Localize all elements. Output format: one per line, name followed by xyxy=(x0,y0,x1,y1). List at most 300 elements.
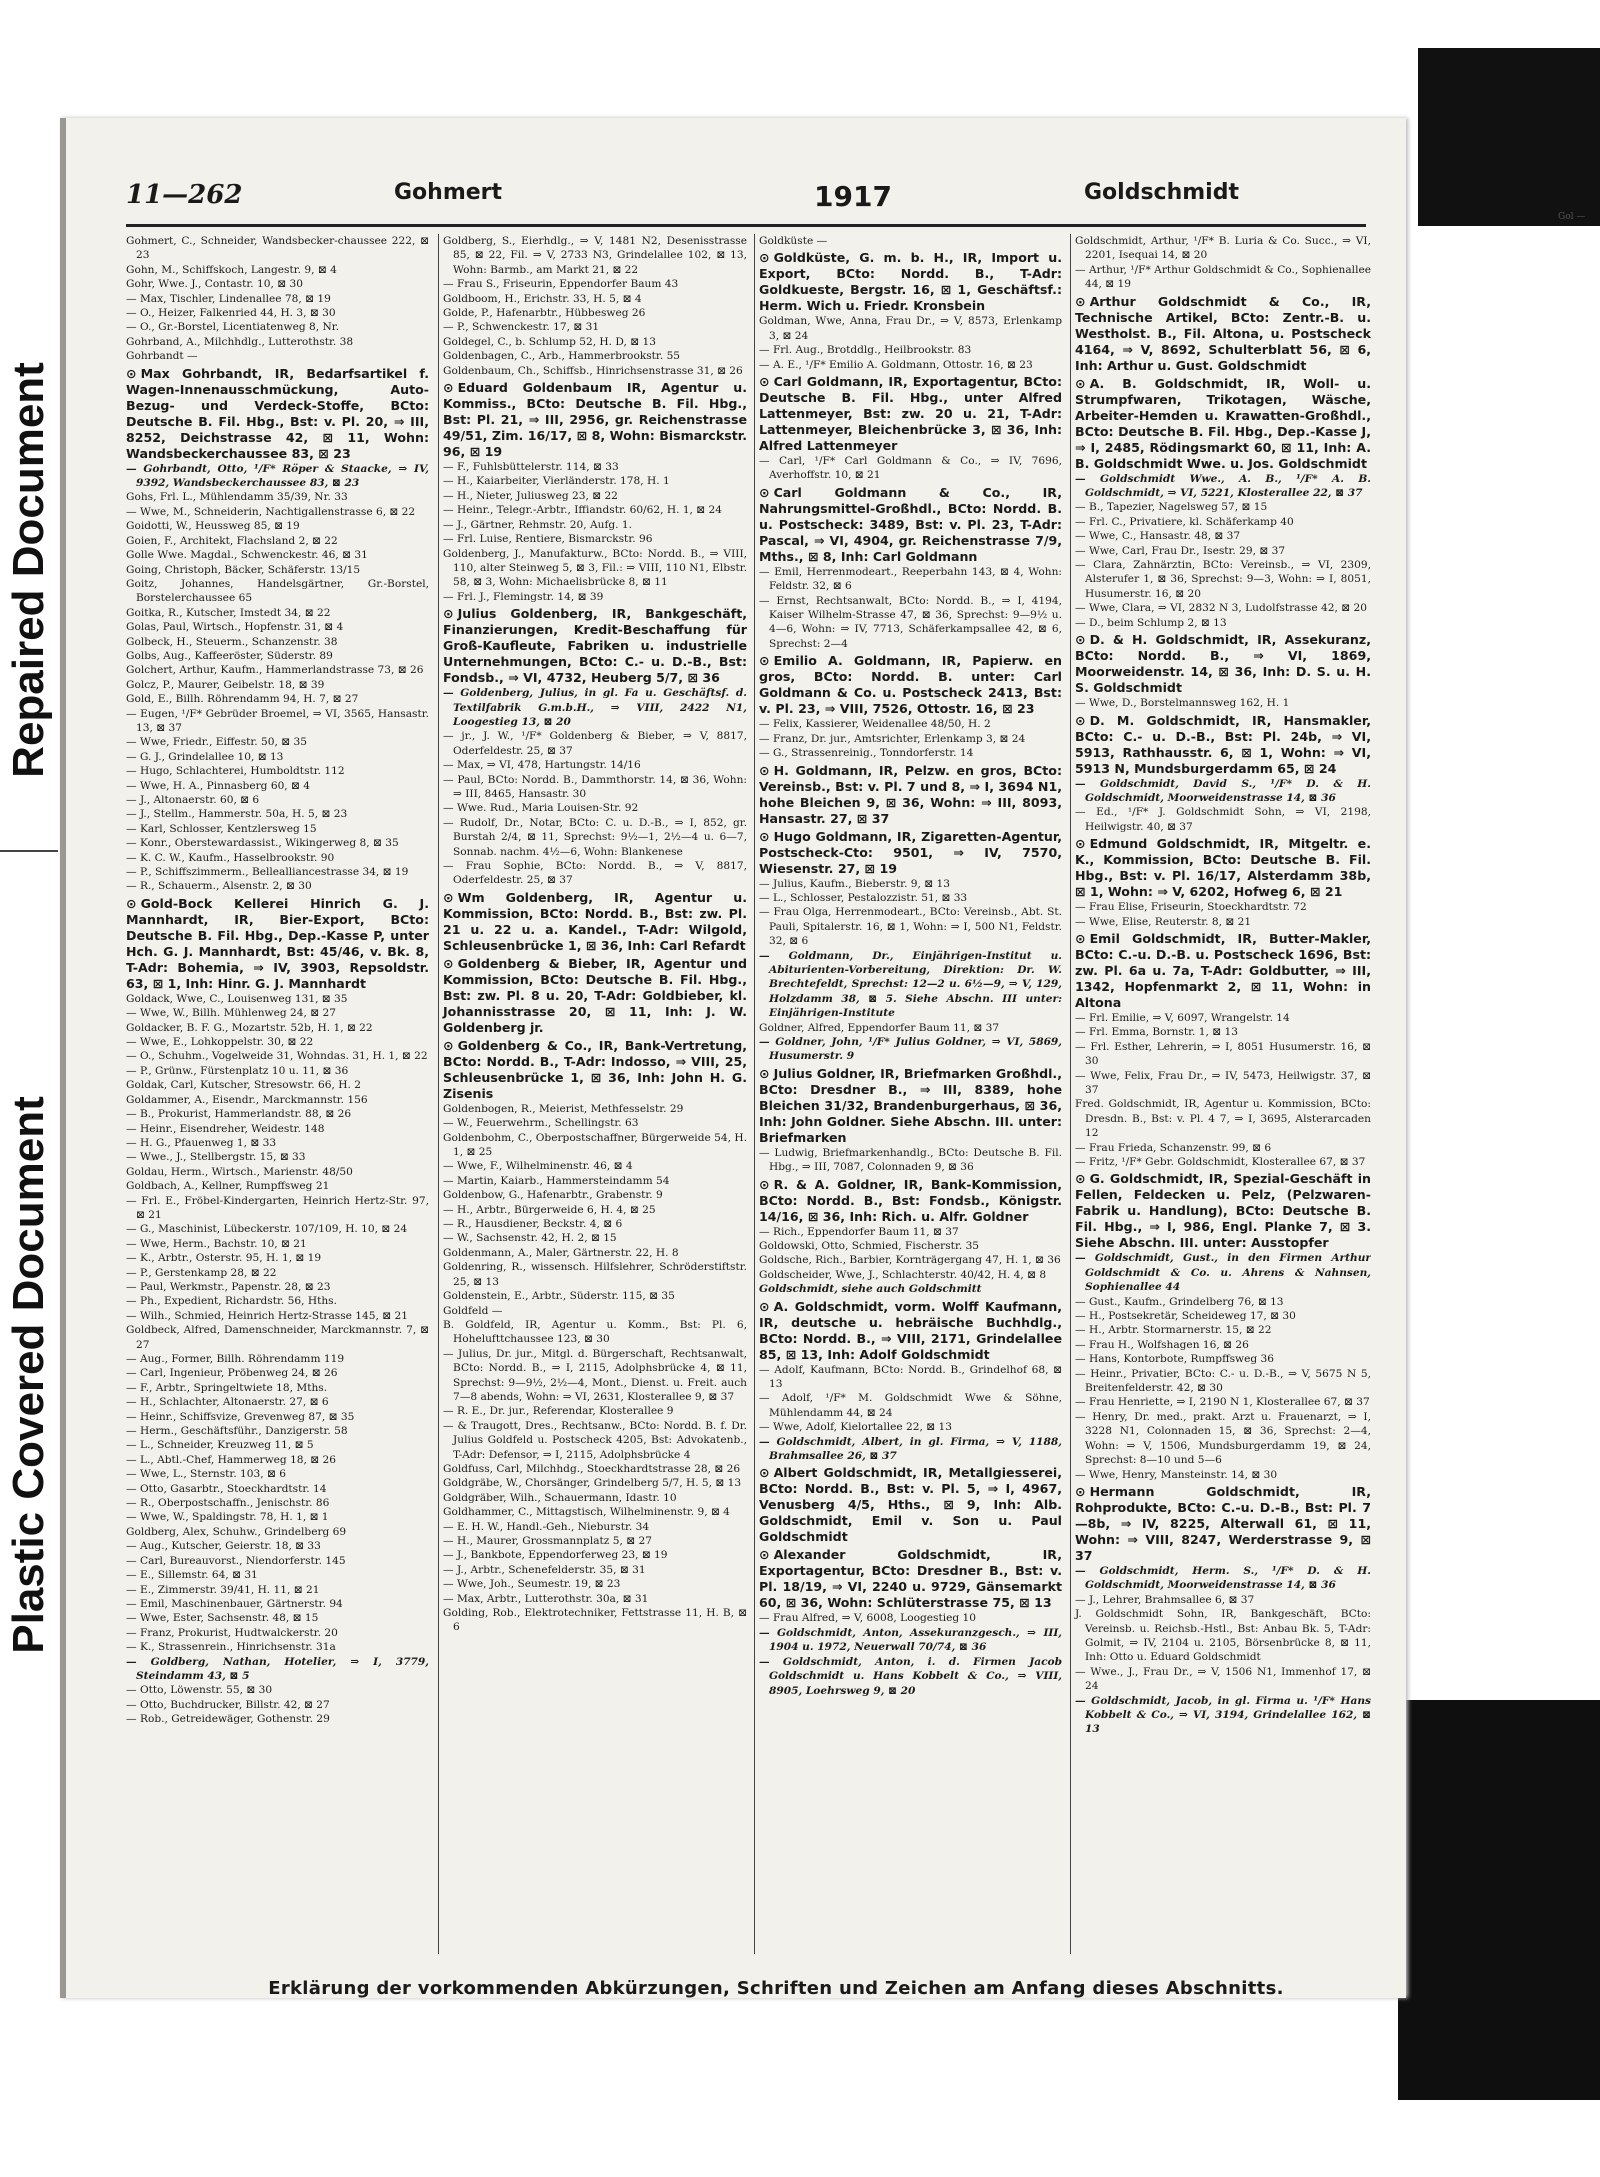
directory-entry xyxy=(1075,1155,1371,1169)
directory-entry xyxy=(759,454,1062,483)
entry-text: — jr., J. W., ¹/F* Goldenberg & Bieber, ⇒ V, 8817, Oderfeldestr. 25, ⊠ 37 xyxy=(443,730,747,757)
entry-text: — Clara, Zahnärztin, BCto: Vereinsb., ⇒ VI, 2309, Alsterufer 1, ⊠ 36, Sprechst: 9—3, Wohn: ⇒ I, 8051, Husumerstr. 16, ⊠ 20 xyxy=(1075,559,1371,600)
directory-entry xyxy=(126,1150,429,1164)
entry-text: H. Goldmann, IR, Pelzw. en gros, BCto: Vereinsb., Bst: v. Pl. 7 und 8, ⇒ I, 3694 N1, hohe Bleichen 9, ⊠ 36, Wohn: ⇒ III, 8093, Hansastr. 27, ⊠ 37 xyxy=(759,762,1062,826)
entry-text: — Wwe. Rud., Maria Louisen-Str. 92 xyxy=(443,802,639,815)
entry-text: Goldfeld — xyxy=(443,1304,503,1317)
directory-entry xyxy=(759,1021,1062,1035)
entry-text: Goldegel, C., b. Schlump 52, H. D, ⊠ 13 xyxy=(443,335,656,348)
directory-entry xyxy=(759,234,1062,248)
entry-text: — Felix, Kassierer, Weidenallee 48/50, H. 2 xyxy=(759,718,991,731)
directory-entry xyxy=(759,1035,1062,1064)
firm-marker-icon: ⊙ xyxy=(759,762,770,778)
entry-text: — Heinr., Schiffsvize, Grevenweg 87, ⊠ 35 xyxy=(126,1410,355,1423)
firm-entry xyxy=(443,1038,747,1102)
firm-entry xyxy=(126,366,429,462)
entry-text: — Wwe, Herm., Bachstr. 10, ⊠ 21 xyxy=(126,1237,307,1250)
entry-text: Goldbach, A., Kellner, Rumpffsweg 21 xyxy=(126,1180,330,1193)
directory-entry xyxy=(759,358,1062,372)
entry-text: — Max, Arbtr., Lutterothstr. 30a, ⊠ 31 xyxy=(443,1592,649,1605)
directory-entry xyxy=(1075,805,1371,834)
firm-marker-icon: ⊙ xyxy=(1075,632,1086,648)
entry-text: — Emil, Herrenmodeart., Reeperbahn 143, ⊠ 4, Wohn: Feldstr. 32, ⊠ 6 xyxy=(759,565,1062,593)
entry-text: Goldberg, Alex, Schuhw., Grindelberg 69 xyxy=(126,1525,347,1538)
directory-entry xyxy=(126,1395,429,1409)
directory-entry xyxy=(126,263,429,277)
entry-text: G. Goldschmidt, IR, Spezial-Geschäft in Fellen, Feldecken u. Pelz, (Pelzwaren-Fabrik u. Handlung), BCto: Deutsche B. Fil. Hbg., ⇒ I, 986, Engl. Planke 7, ⊠ 3. Siehe Abschn. III. unter: Ausstopfer xyxy=(1075,1171,1371,1251)
directory-entry xyxy=(443,364,747,378)
entry-text: Goldenring, R., wissensch. Hilfslehrer, Schröderstiftstr. 25, ⊠ 13 xyxy=(443,1261,747,1288)
directory-entry xyxy=(126,1107,429,1121)
directory-entry xyxy=(443,306,747,320)
entry-text: — K., Strassenrein., Hinrichsenstr. 31a xyxy=(126,1641,336,1654)
firm-marker-icon: ⊙ xyxy=(759,1065,770,1081)
directory-entry xyxy=(126,1712,429,1726)
directory-entry xyxy=(126,1467,429,1481)
directory-entry xyxy=(126,1294,429,1308)
entry-text: Goidotti, W., Heussweg 85, ⊠ 19 xyxy=(126,520,300,533)
directory-entry xyxy=(126,1510,429,1524)
entry-text: — B., Prokurist, Hammerlandstr. 88, ⊠ 26 xyxy=(126,1108,352,1121)
entry-text: — Ed., ¹/F* J. Goldschmidt Sohn, ⇒ VI, 2198, Heilwigstr. 40, ⊠ 37 xyxy=(1075,806,1371,833)
entry-text: — Max, ⇒ VI, 478, Hartungstr. 14/16 xyxy=(443,759,641,772)
entry-text: Goldenbohm, C., Oberpostschaffner, Bürgerweide 54, H. 1, ⊠ 25 xyxy=(443,1131,747,1159)
directory-entry xyxy=(1075,1367,1371,1396)
entry-text: Gold, E., Billh. Röhrendamm 94, H. 7, ⊠ 27 xyxy=(126,693,359,706)
entry-text: Edmund Goldschmidt, IR, Mitgeltr. e. K., Kommission, BCto: Deutsche B. Fil. Hbg., Bst: v. Pl. 16/17, Alsterdamm 38b, ⊠ 1, Wohn: ⇒ V, 6202, Hofweg 6, ⊠ 21 xyxy=(1075,836,1371,900)
page-number: 11—262 xyxy=(126,180,243,210)
entry-text: — L., Schneider, Kreuzweg 11, ⊠ 5 xyxy=(126,1439,314,1452)
directory-entry xyxy=(126,1323,429,1352)
directory-entry xyxy=(126,1583,429,1597)
entry-text: Goldküste, G. m. b. H., IR, Import u. Export, BCto: Nordd. B., T-Adr: Goldkueste, Bergstr. 16, ⊠ 1, Geschäftsf.: Herm. Wich u. Friedr. Kronsbein xyxy=(759,250,1062,314)
header-rule xyxy=(126,224,1366,227)
directory-entry xyxy=(1075,234,1371,263)
directory-entry xyxy=(1075,515,1371,529)
entry-text: — & Traugott, Dres., Rechtsanw., BCto: Nordd. B. f. Dr. Julius Goldfeld u. Postscheck 4205, Bst: Advokatenb., T-Adr: Defensor, ⇒ I, 2115, Adolphsbrücke 4 xyxy=(443,1419,747,1461)
entry-text: Hugo Goldmann, IR, Zigaretten-Agentur, Postscheck-Cto: 9501, ⇒ IV, 7570, Wiesenstr. 27, ⊠ 19 xyxy=(759,828,1062,876)
firm-marker-icon: ⊙ xyxy=(759,1298,770,1314)
entry-text: — Wwe, Carl, Frau Dr., Isestr. 29, ⊠ 37 xyxy=(1075,544,1286,557)
firm-marker-icon: ⊙ xyxy=(1075,930,1086,946)
directory-entry xyxy=(1075,500,1371,514)
header-keyword-left: Gohmert xyxy=(394,180,503,205)
entry-text: — Wwe, D., Borstelmannsweg 162, H. 1 xyxy=(1075,697,1290,710)
entry-text: — Frl. Emma, Bornstr. 1, ⊠ 13 xyxy=(1075,1026,1238,1039)
directory-entry xyxy=(1075,915,1371,929)
entry-text: — Wwe, Clara, ⇒ VI, 2832 N 3, Ludolfstrasse 42, ⊠ 20 xyxy=(1075,602,1367,615)
column-4 xyxy=(1070,234,1371,1954)
entry-text: — Wwe, Ester, Sachsenstr. 48, ⊠ 15 xyxy=(126,1612,319,1625)
entry-text: — R. E., Dr. jur., Referendar, Klosterallee 9 xyxy=(443,1405,674,1418)
directory-entry xyxy=(1075,1352,1371,1366)
entry-text: — G. J., Grindelallee 10, ⊠ 13 xyxy=(126,750,284,763)
entry-text: — Frau H., Wolfshagen 16, ⊠ 26 xyxy=(1075,1338,1249,1351)
entry-text: — Otto, Buchdrucker, Billstr. 42, ⊠ 27 xyxy=(126,1698,330,1711)
directory-entry xyxy=(443,1304,747,1318)
entry-text: — Wwe, E., Lohkoppelstr. 30, ⊠ 22 xyxy=(126,1036,314,1049)
directory-entry xyxy=(1075,544,1371,558)
entry-text: — K., Arbtr., Osterstr. 95, H. 1, ⊠ 19 xyxy=(126,1252,322,1265)
directory-entry xyxy=(443,773,747,802)
directory-entry xyxy=(443,474,747,488)
directory-entry xyxy=(1075,1025,1371,1039)
directory-entry xyxy=(126,563,429,577)
entry-text: Wm Goldenberg, IR, Agentur u. Kommission, BCto: Nordd. B., Bst: zw. Pl. 21 u. 22 u. a. Kandel., T-Adr: Wilgold, Schleusenbrücke 1, ⊠ 36, Inh: Carl Refardt xyxy=(443,889,747,953)
directory-entry xyxy=(126,779,429,793)
directory-entry xyxy=(759,1420,1062,1434)
directory-entry xyxy=(759,1225,1062,1239)
entry-text: — Henry, Dr. med., prakt. Arzt u. Frauenarzt, ⇒ I, 3228 N1, Colonnaden 15, ⊠ 36, Sprechst: 2—4, Wohn: ⇒ V, 1506, Mundsburgerdamm 19, ⊠ 24, Sprechst: 8—10 und 5—6 xyxy=(1075,1410,1371,1467)
firm-marker-icon: ⊙ xyxy=(443,1037,454,1053)
directory-entry xyxy=(126,1179,429,1193)
entry-text: — Hugo, Schlachterei, Humboldtstr. 112 xyxy=(126,765,345,778)
firm-marker-icon: ⊙ xyxy=(126,365,137,381)
firm-entry xyxy=(759,250,1062,314)
directory-entry xyxy=(126,1280,429,1294)
directory-entry xyxy=(443,1102,747,1116)
entry-text: Goldküste — xyxy=(759,235,828,247)
directory-entry xyxy=(126,1222,429,1236)
directory-entry xyxy=(443,801,747,815)
entry-text: — J., Lehrer, Brahmsallee 6, ⊠ 37 xyxy=(1075,1593,1255,1606)
firm-marker-icon: ⊙ xyxy=(759,1465,770,1481)
entry-text: — Goldschmidt, Jacob, in gl. Firma u. ¹/F* Hans Kobbelt & Co., ⇒ VI, 3194, Grindelallee 162, ⊠ 13 xyxy=(1075,1694,1371,1736)
scan-dark-corner-bottom xyxy=(1398,1700,1600,2100)
entry-text: Goldenbogen, R., Meierist, Methfesselstr. 29 xyxy=(443,1102,684,1115)
entry-text: — Hans, Kontorbote, Rumpffsweg 36 xyxy=(1075,1353,1275,1366)
entry-text: Goldak, Carl, Kutscher, Stresowstr. 66, H. 2 xyxy=(126,1079,361,1092)
directory-entry xyxy=(126,1021,429,1035)
firm-entry xyxy=(1075,632,1371,696)
directory-entry xyxy=(126,620,429,634)
directory-entry xyxy=(126,735,429,749)
directory-entry xyxy=(126,1266,429,1280)
directory-entry xyxy=(1075,900,1371,914)
firm-entry xyxy=(759,1547,1062,1611)
entry-text: — Fritz, ¹/F* Gebr. Goldschmidt, Klosterallee 67, ⊠ 37 xyxy=(1075,1156,1366,1168)
directory-entry xyxy=(443,1188,747,1202)
directory-entry xyxy=(759,1239,1062,1253)
entry-text: — Wwe., J., Stellbergstr. 15, ⊠ 33 xyxy=(126,1151,306,1164)
entry-text: — B., Tapezier, Nagelsweg 57, ⊠ 15 xyxy=(1075,501,1268,514)
entry-text: — P., Grünw., Fürstenplatz 10 u. 11, ⊠ 36 xyxy=(126,1064,349,1077)
directory-entry xyxy=(126,1352,429,1366)
directory-entry xyxy=(1075,1141,1371,1155)
entry-text: — Frau Henriette, ⇒ I, 2190 N 1, Klosterallee 67, ⊠ 37 xyxy=(1075,1396,1370,1409)
directory-entry xyxy=(126,349,429,363)
entry-text: — Goldmann, Dr., Einjährigen-Institut u. Abiturienten-Vorbereitung, Direktion: Dr. W. Brechtefeldt, Sprechst: 12—2 u. 6½—9, ⇒ V, 129, Holzdamm 38, ⊠ 5. Siehe Abschn. III unter: Einjährigen-Institute xyxy=(759,949,1062,1020)
directory-entry xyxy=(443,1289,747,1303)
firm-marker-icon: ⊙ xyxy=(1075,375,1086,391)
entry-text: — P., Schwenckestr. 17, ⊠ 31 xyxy=(443,321,600,334)
directory-entry xyxy=(443,1347,747,1405)
directory-entry xyxy=(126,1122,429,1136)
entry-text: — Frl. Luise, Rentiere, Bismarckstr. 96 xyxy=(443,533,653,546)
directory-entry xyxy=(126,1049,429,1063)
entry-text: — Goldschmidt, Herm. S., ¹/F* D. & H. Goldschmidt, Moorweidenstrasse 14, ⊠ 36 xyxy=(1075,1564,1371,1592)
directory-entry xyxy=(126,1078,429,1092)
entry-text: Goitka, R., Kutscher, Imstedt 34, ⊠ 22 xyxy=(126,606,331,619)
directory-entry xyxy=(1075,1011,1371,1025)
entry-text: Hermann Goldschmidt, IR, Rohprodukte, BCto: C.-u. D.-B., Bst: Pl. 7—8b, ⇒ IV, 8225, Alterwall 61, ⊠ 11, Wohn: ⇒ VIII, 8247, Werderstrasse 9, ⊠ 37 xyxy=(1075,1483,1371,1563)
firm-entry xyxy=(1075,294,1371,374)
entry-text: — L., Abtl.-Chef, Hammerweg 18, ⊠ 26 xyxy=(126,1453,337,1466)
directory-entry xyxy=(126,663,429,677)
entry-text: Goldenbow, G., Hafenarbtr., Grabenstr. 9 xyxy=(443,1189,663,1202)
directory-columns xyxy=(126,234,1371,1974)
directory-entry xyxy=(126,1424,429,1438)
firm-entry xyxy=(759,485,1062,565)
entry-text: Goldgräber, Wilh., Schauermann, Idastr. 10 xyxy=(443,1491,677,1504)
firm-marker-icon: ⊙ xyxy=(759,250,770,266)
directory-entry xyxy=(126,1453,429,1467)
entry-text: — Franz, Dr. jur., Amtsrichter, Erlenkamp 3, ⊠ 24 xyxy=(759,732,1026,745)
directory-entry xyxy=(126,1006,429,1020)
firm-entry xyxy=(759,829,1062,877)
directory-entry xyxy=(443,1318,747,1347)
firm-marker-icon: ⊙ xyxy=(759,828,770,844)
directory-entry xyxy=(126,519,429,533)
firm-marker-icon: ⊙ xyxy=(1075,836,1086,852)
entry-text: — Aug., Kutscher, Geierstr. 18, ⊠ 33 xyxy=(126,1540,321,1553)
directory-entry xyxy=(126,879,429,893)
entry-text: — Gust., Kaufm., Grindelberg 76, ⊠ 13 xyxy=(1075,1295,1284,1308)
firm-entry xyxy=(759,763,1062,827)
firm-entry xyxy=(759,1177,1062,1225)
directory-entry xyxy=(126,649,429,663)
directory-entry xyxy=(126,1597,429,1611)
directory-entry xyxy=(443,320,747,334)
entry-text: — H. G., Pfauenweg 1, ⊠ 33 xyxy=(126,1136,277,1149)
entry-text: Golbeck, H., Steuerm., Schanzenstr. 38 xyxy=(126,635,338,648)
directory-entry xyxy=(126,505,429,519)
directory-entry xyxy=(443,1606,747,1635)
directory-entry xyxy=(126,822,429,836)
entry-text: — Wwe, Joh., Seumestr. 19, ⊠ 23 xyxy=(443,1578,621,1591)
directory-entry xyxy=(1075,1309,1371,1323)
entry-text: — Goldschmidt, David S., ¹/F* D. & H. Goldschmidt, Moorweidenstrasse 14, ⊠ 36 xyxy=(1075,777,1371,804)
entry-text: A. Goldschmidt, vorm. Wolff Kaufmann, IR, deutsche u. hebräische Buchhdlg., BCto: Nordd. B., ⇒ VIII, 2171, Grindelallee 85, ⊠ 13, Inh: Adolf Goldschmidt xyxy=(759,1298,1062,1362)
entry-text: — Otto, Löwenstr. 55, ⊠ 30 xyxy=(126,1684,273,1697)
entry-text: Gold-Bock Kellerei Hinrich G. J. Mannhardt, IR, Bier-Export, BCto: Deutsche B. Fil. Hbg., Dep.-Kasse P, unter Hch. G. J. Mannhardt, Bst: 45/46, v. Bk. 8, T-Adr: Bohemia, ⇒ IV, 3903, Repsoldstr. 63, ⊠ 1, Inh: Hinr. G. J. Mannhardt xyxy=(126,895,429,991)
directory-entry xyxy=(759,877,1062,891)
directory-entry xyxy=(443,1419,747,1462)
entry-text: Eduard Goldenbaum IR, Agentur u. Kommiss., BCto: Deutsche B. Fil. Hbg., Bst: Pl. 21, ⇒ III, 2956, gr. Reichenstrasse 49/51, Zim. 16/17, ⊠ 8, Wohn: Bismarckstr. 96, ⊠ 19 xyxy=(443,380,747,460)
directory-entry xyxy=(759,732,1062,746)
entry-text: — H., Postsekretär, Scheideweg 17, ⊠ 30 xyxy=(1075,1310,1296,1323)
entry-text: — Frl. E., Fröbel-Kindergarten, Heinrich Hertz-Str. 97, ⊠ 21 xyxy=(126,1194,429,1221)
entry-text: Goldfuss, Carl, Milchhdg., Stoeckhardtstrasse 28, ⊠ 26 xyxy=(443,1462,741,1475)
entry-text: Julius Goldenberg, IR, Bankgeschäft, Finanzierungen, Kredit-Beschaffung für Groß-Kaufleute, Fabriken u. industrielle Unternehmungen, BCto: C.- u. D.-B., Bst: Fondsb., ⇒ VI, 4732, Heuberg 5/7, ⊠ 36 xyxy=(443,606,747,686)
entry-text: Emilio A. Goldmann, IR, Papierw. en gros, BCto: Nordd. B. unter: Carl Goldmann & Co. u. Postscheck 2413, Bst: v. Pl. 23, ⇒ VIII, 7526, Ottostr. 16, ⊠ 23 xyxy=(759,653,1062,717)
entry-text: — W., Feuerwehrm., Schellingstr. 63 xyxy=(443,1117,639,1130)
directory-entry xyxy=(443,758,747,772)
directory-entry xyxy=(126,1410,429,1424)
firm-marker-icon: ⊙ xyxy=(759,1547,770,1563)
entry-text: — Wwe., J., Frau Dr., ⇒ V, 1506 N1, Immenhof 17, ⊠ 24 xyxy=(1075,1665,1371,1693)
entry-text: — J., Arbtr., Schenefelderstr. 35, ⊠ 31 xyxy=(443,1563,646,1576)
directory-entry xyxy=(443,1131,747,1160)
directory-entry xyxy=(759,1626,1062,1655)
entry-text: — Adolf, Kaufmann, BCto: Nordd. B., Grindelhof 68, ⊠ 13 xyxy=(759,1363,1062,1391)
column-3 xyxy=(754,234,1066,1954)
entry-text: — Carl, Bureauvorst., Niendorferstr. 145 xyxy=(126,1554,346,1567)
entry-text: — Herm., Geschäftsführ., Danzigerstr. 58 xyxy=(126,1425,348,1438)
directory-entry xyxy=(126,692,429,706)
entry-text: — Goldberg, Nathan, Hotelier, ⇒ I, 3779, Steindamm 43, ⊠ 5 xyxy=(126,1655,429,1682)
firm-entry xyxy=(443,956,747,1036)
directory-entry xyxy=(759,565,1062,594)
entry-text: D. M. Goldschmidt, IR, Hansmakler, BCto: C.- u. D.-B., Bst: Pl. 24b, ⇒ VI, 5913, Rathhausstr. 6, ⊠ 1, Wohn: ⇒ VI, 5913 N, Mundsburgerdamm 65, ⊠ 24 xyxy=(1075,712,1371,776)
directory-entry xyxy=(443,1462,747,1476)
directory-entry xyxy=(1075,1665,1371,1694)
entry-text: — Wwe, W., Billh. Mühlenweg 24, ⊠ 27 xyxy=(126,1007,336,1020)
firm-entry xyxy=(759,1465,1062,1545)
directory-page xyxy=(60,118,1406,1998)
firm-entry xyxy=(1075,713,1371,777)
entry-text: Goldenbaum, Ch., Schiffsb., Hinrichsenstrasse 31, ⊠ 26 xyxy=(443,364,743,377)
directory-entry xyxy=(759,746,1062,760)
directory-entry xyxy=(443,1592,747,1606)
entry-text: Fred. Goldschmidt, IR, Agentur u. Kommission, BCto: Dresdn. B., Bst: v. Pl. 4 7, ⇒ I, 3695, Alsterarcaden 12 xyxy=(1075,1098,1371,1140)
directory-entry xyxy=(126,577,429,606)
entry-text: — Wilh., Schmied, Heinrich Hertz-Strasse 145, ⊠ 21 xyxy=(126,1309,408,1322)
directory-entry xyxy=(1075,263,1371,292)
entry-text: Max Gohrbandt, IR, Bedarfsartikel f. Wagen-Innenausschmückung, Auto-Bezug- und Verdeck-Stoffe, BCto: Deutsche B. Fil. Hbg., Bst: v. Pl. 20, ⇒ III, 8252, Deichstrasse 42, ⊠ 11, Wohn: Wandsbeckerchaussee 83, ⊠ 23 xyxy=(126,365,429,461)
entry-text: Albert Goldschmidt, IR, Metallgiesserei, BCto: Nordd. B., Bst: v. Pl. 5, ⇒ I, 4967, Venusberg 4/5, Hths., ⊠ 9, Inh: Alb. Goldschmidt, Emil v. Son u. Paul Goldschmidt xyxy=(759,1465,1062,1545)
directory-entry xyxy=(126,1309,429,1323)
directory-entry xyxy=(443,1491,747,1505)
firm-marker-icon: ⊙ xyxy=(1075,712,1086,728)
entry-text: — Wwe, Adolf, Kielortallee 22, ⊠ 13 xyxy=(759,1421,952,1434)
entry-text: Golbs, Aug., Kaffeeröster, Süderstr. 89 xyxy=(126,649,333,662)
directory-entry xyxy=(126,851,429,865)
directory-entry xyxy=(1075,1410,1371,1468)
entry-text: Goldack, Wwe, C., Louisenweg 131, ⊠ 35 xyxy=(126,992,348,1005)
firm-marker-icon: ⊙ xyxy=(759,653,770,669)
entry-text: — R., Schauerm., Alsenstr. 2, ⊠ 30 xyxy=(126,880,312,893)
entry-text: — A. E., ¹/F* Emilio A. Goldmann, Ottostr. 16, ⊠ 23 xyxy=(759,358,1033,371)
directory-entry xyxy=(759,1391,1062,1420)
directory-entry xyxy=(443,292,747,306)
entry-text: Goldbeck, Alfred, Damenschneider, Marckmannstr. 7, ⊠ 27 xyxy=(126,1324,429,1351)
entry-text: Emil Goldschmidt, IR, Butter-Makler, BCto: C.-u. D.-B. u. Postscheck 1696, Bst: zw. Pl. 6a u. 7a, T-Adr: Goldbutter, ⇒ III, 1342, Hopfenmarkt 2, ⊠ 11, Wohn: in Altona xyxy=(1075,930,1371,1010)
entry-text: — K. C. W., Kaufm., Hasselbrookstr. 90 xyxy=(126,851,335,864)
directory-entry xyxy=(126,292,429,306)
directory-entry xyxy=(126,1194,429,1223)
entry-text: — Frau Frieda, Schanzenstr. 99, ⊠ 6 xyxy=(1075,1141,1272,1154)
firm-entry xyxy=(1075,836,1371,900)
adjacent-page-bleed: Gol — xyxy=(1558,212,1586,222)
entry-text: — Paul, Werkmstr., Papenstr. 28, ⊠ 23 xyxy=(126,1280,331,1293)
entry-text: — Franz, Prokurist, Hudtwalckerstr. 20 xyxy=(126,1626,338,1639)
directory-entry xyxy=(443,1548,747,1562)
directory-entry xyxy=(126,836,429,850)
entry-text: — Frl. C., Privatiere, kl. Schäferkamp 40 xyxy=(1075,515,1294,528)
entry-text: — D., beim Schlump 2, ⊠ 13 xyxy=(1075,616,1227,629)
entry-text: — W., Sachsenstr. 42, H. 2, ⊠ 15 xyxy=(443,1232,617,1245)
entry-text: — Heinr., Eisendreher, Weidestr. 148 xyxy=(126,1122,325,1135)
entry-text: — Wwe, Felix, Frau Dr., ⇒ IV, 5473, Heilwigstr. 37, ⊠ 37 xyxy=(1075,1069,1371,1096)
directory-entry xyxy=(1075,1593,1371,1607)
firm-entry xyxy=(1075,376,1371,472)
directory-entry xyxy=(759,314,1062,343)
directory-entry xyxy=(126,606,429,620)
entry-text: — Frl. J., Flemingstr. 14, ⊠ 39 xyxy=(443,590,604,603)
directory-entry xyxy=(126,335,429,349)
entry-text: — Goldschmidt, Gust., in den Firmen Arthur Goldschmidt & Co. u. Ahrens & Nahnsen, Sophienallee 44 xyxy=(1075,1252,1371,1294)
firm-entry xyxy=(759,374,1062,454)
entry-text: — F., Fuhlsbüttelerstr. 114, ⊠ 33 xyxy=(443,461,619,474)
entry-text: Arthur Goldschmidt & Co., IR, Technische Artikel, BCto: Zentr.-B. u. Westholst. B., Fil. Altona, u. Postscheck 4164, ⇒ V, 8692, Schulterblatt 56, ⊠ 6, Inh: Arthur u. Gust. Goldschmidt xyxy=(1075,293,1371,373)
directory-entry xyxy=(443,729,747,758)
directory-entry xyxy=(1075,601,1371,615)
directory-entry xyxy=(443,1203,747,1217)
directory-entry xyxy=(759,891,1062,905)
directory-entry xyxy=(1075,1694,1371,1737)
directory-entry xyxy=(759,1282,1062,1296)
directory-entry xyxy=(1075,1295,1371,1309)
entry-text: — F., Arbtr., Springeltwiete 18, Mths. xyxy=(126,1381,328,1394)
entry-text: — H., Nieter, Juliusweg 23, ⊠ 22 xyxy=(443,489,618,502)
firm-entry xyxy=(759,1299,1062,1363)
firm-entry xyxy=(1075,1484,1371,1564)
directory-entry xyxy=(443,686,747,729)
directory-entry xyxy=(1075,777,1371,806)
entry-text: Goldacker, B. F. G., Mozartstr. 52b, H. 1, ⊠ 22 xyxy=(126,1021,373,1034)
directory-entry xyxy=(443,1174,747,1188)
directory-entry xyxy=(1075,616,1371,630)
directory-entry xyxy=(759,1146,1062,1175)
entry-text: B. Goldfeld, IR, Agentur u. Komm., Bst: Pl. 6, Hohelufttchaussee 123, ⊠ 30 xyxy=(443,1318,747,1346)
directory-entry xyxy=(759,1268,1062,1282)
entry-text: Golcz, P., Maurer, Geibelstr. 18, ⊠ 39 xyxy=(126,678,325,691)
directory-entry xyxy=(1075,1069,1371,1098)
directory-entry xyxy=(759,717,1062,731)
directory-entry xyxy=(126,1165,429,1179)
entry-text: Golchert, Arthur, Kaufm., Hammerlandstrasse 73, ⊠ 26 xyxy=(126,664,424,677)
page-header xyxy=(126,180,1356,216)
directory-entry xyxy=(126,1035,429,1049)
directory-entry xyxy=(126,1482,429,1496)
firm-marker-icon: ⊙ xyxy=(759,374,770,390)
firm-marker-icon: ⊙ xyxy=(443,380,454,396)
directory-entry xyxy=(759,949,1062,1021)
entry-text: — Carl, ¹/F* Carl Goldmann & Co., ⇒ IV, 7696, Averhoffstr. 10, ⊠ 21 xyxy=(759,455,1062,482)
directory-entry xyxy=(443,518,747,532)
entry-text: — Rudolf, Dr., Notar, BCto: C. u. D.-B., ⇒ I, 852, gr. Burstah 2/4, ⊠ 11, Sprechst: 9½—1, 2½—4 u. 6—7, Sonnab. nachm. 4½—6, Wohn: Blankenese xyxy=(443,816,747,858)
entry-text: — Goldschmidt Wwe., A. B., ¹/F* A. B. Goldschmidt, ⇒ VI, 5221, Klosterallee 22, ⊠ 37 xyxy=(1075,472,1371,500)
entry-text: — Max, Tischler, Lindenallee 78, ⊠ 19 xyxy=(126,292,331,305)
entry-text: Goldgräbe, W., Chorsänger, Grindelberg 5/7, H. 5, ⊠ 13 xyxy=(443,1477,742,1490)
directory-entry xyxy=(126,548,429,562)
directory-entry xyxy=(126,1381,429,1395)
entry-text: Gohrband, A., Milchhdlg., Lutterothstr. 38 xyxy=(126,335,354,348)
entry-text: — R., Hausdiener, Beckstr. 4, ⊠ 6 xyxy=(443,1218,623,1231)
firm-marker-icon: ⊙ xyxy=(759,484,770,500)
directory-entry xyxy=(443,1116,747,1130)
entry-text: — H., Kaiarbeiter, Vierländerstr. 178, H. 1 xyxy=(443,475,670,488)
entry-text: — H., Arbtr. Stormarnerstr. 15, ⊠ 22 xyxy=(1075,1324,1272,1337)
directory-entry xyxy=(126,320,429,334)
directory-entry xyxy=(126,1237,429,1251)
entry-text: — Paul, BCto: Nordd. B., Dammthorstr. 14, ⊠ 36, Wohn: ⇒ III, 8465, Hansastr. 30 xyxy=(443,773,747,800)
entry-text: — H., Arbtr., Bürgerweide 6, H. 4, ⊠ 25 xyxy=(443,1203,656,1216)
entry-text: Goldschmidt, Arthur, ¹/F* B. Luria & Co. Succ., ⇒ VI, 2201, Isequai 14, ⊠ 20 xyxy=(1075,235,1371,262)
directory-entry xyxy=(126,1496,429,1510)
directory-entry xyxy=(759,594,1062,652)
